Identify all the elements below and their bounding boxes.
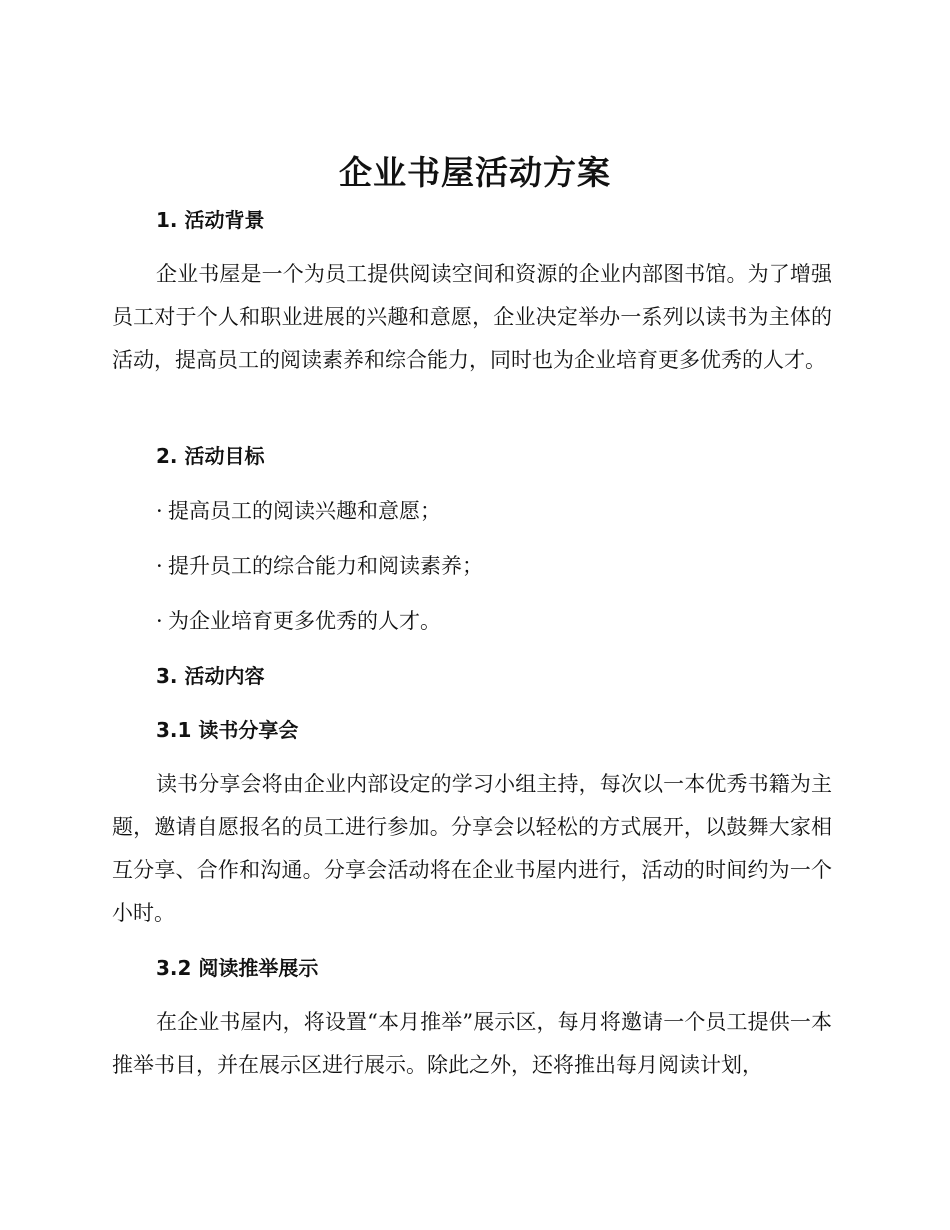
list-item — [156, 496, 441, 526]
document-title: 企业书屋活动方案 — [339, 153, 611, 192]
paragraph-sharing: 读书分享会将由企业内部设定的学习小组主持，每次以一本优秀书籍为主题，邀请自愿报名的员工进行参加。分享会以轻松的方式展开，以鼓舞大家相互分享、合作和沟通。分享会活动将在企业书屋内进行，活动的时间约为一个小时。 — [112, 772, 832, 925]
list-item-text: 提升员工的综合能力和阅读素养； — [168, 554, 483, 578]
paragraph-recommend: 在企业书屋内，将设置“本月推举”展示区，每月将邀请一个员工提供一本推举书目，并在展示区进行展示。除此之外，还将推出每月阅读计划， — [112, 1010, 832, 1077]
section-heading-goals: 2. 活动目标 — [156, 444, 265, 468]
list-item — [156, 606, 441, 636]
subsection-heading-sharing: 3.1 读书分享会 — [156, 718, 299, 742]
paragraph-background: 企业书屋是一个为员工提供阅读空间和资源的企业内部图书馆。为了增强员工对于个人和职业进展的兴趣和意愿，企业决定举办一系列以读书为主体的活动，提高员工的阅读素养和综合能力，同时也为企业培育更多优秀的人才。 — [112, 262, 832, 372]
subsection-heading-recommend: 3.2 阅读推举展示 — [156, 956, 319, 980]
section-heading-background: 1. 活动背景 — [156, 208, 265, 232]
list-item — [156, 551, 483, 581]
bullet-mark: · — [156, 554, 163, 578]
bullet-mark: · — [156, 499, 163, 523]
bullet-mark: · — [156, 609, 163, 633]
list-item-text: 提高员工的阅读兴趣和意愿； — [168, 499, 441, 523]
section-heading-content: 3. 活动内容 — [156, 664, 265, 688]
list-item-text: 为企业培育更多优秀的人才。 — [168, 609, 441, 633]
